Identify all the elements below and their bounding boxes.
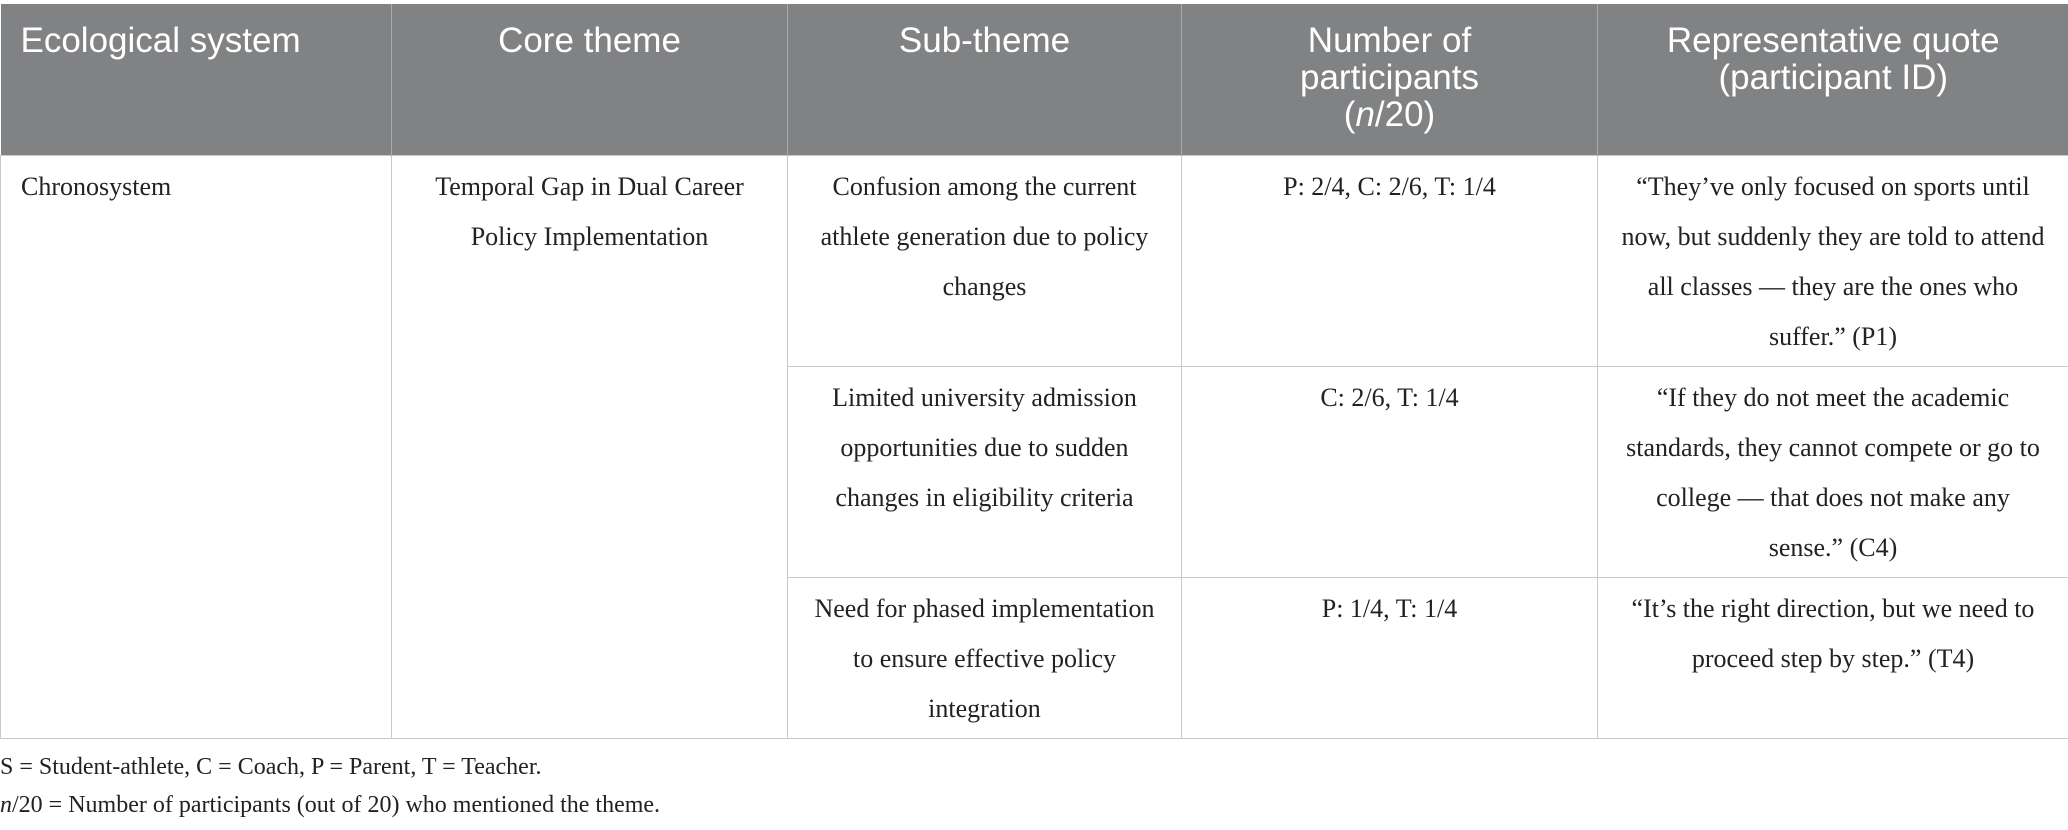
- header-core-theme: Core theme: [392, 4, 788, 155]
- sub-theme-cell: Need for phased implementation to ensure effective policy integration: [788, 577, 1182, 738]
- participants-cell: C: 2/6, T: 1/4: [1182, 366, 1598, 577]
- table-footnotes: [0, 748, 660, 824]
- quote-cell: “If they do not meet the academic standards, they cannot compete or go to college — that does not make any sense.” (C4): [1598, 366, 2068, 577]
- quote-cell: “It’s the right direction, but we need to proceed step by step.” (T4): [1598, 577, 2068, 738]
- core-theme-cell: Temporal Gap in Dual Career Policy Implementation: [392, 155, 788, 738]
- table-header-row: [1, 4, 2068, 155]
- table-row: [1, 155, 2068, 366]
- header-sub-theme: Sub-theme: [788, 4, 1182, 155]
- ecological-system-cell: Chronosystem: [1, 155, 392, 738]
- participants-cell: P: 1/4, T: 1/4: [1182, 577, 1598, 738]
- footnote-abbreviations: S = Student-athlete, C = Coach, P = Parent, T = Teacher.: [0, 754, 542, 780]
- footnote-n-definition: n/20 = Number of participants (out of 20) who mentioned the theme.: [0, 792, 661, 818]
- header-ecological-system: Ecological system: [1, 4, 392, 155]
- sub-theme-cell: Limited university admission opportunities due to sudden changes in eligibility criteria: [788, 366, 1182, 577]
- header-number-of-participants: Number of participants (n/20): [1182, 4, 1598, 155]
- header-representative-quote: Representative quote (participant ID): [1598, 4, 2068, 155]
- participants-cell: P: 2/4, C: 2/6, T: 1/4: [1182, 155, 1598, 366]
- themes-table: [0, 4, 2068, 739]
- sub-theme-cell: Confusion among the current athlete generation due to policy changes: [788, 155, 1182, 366]
- quote-cell: “They’ve only focused on sports until now, but suddenly they are told to attend all classes — they are the ones who suffer.” (P1): [1598, 155, 2068, 366]
